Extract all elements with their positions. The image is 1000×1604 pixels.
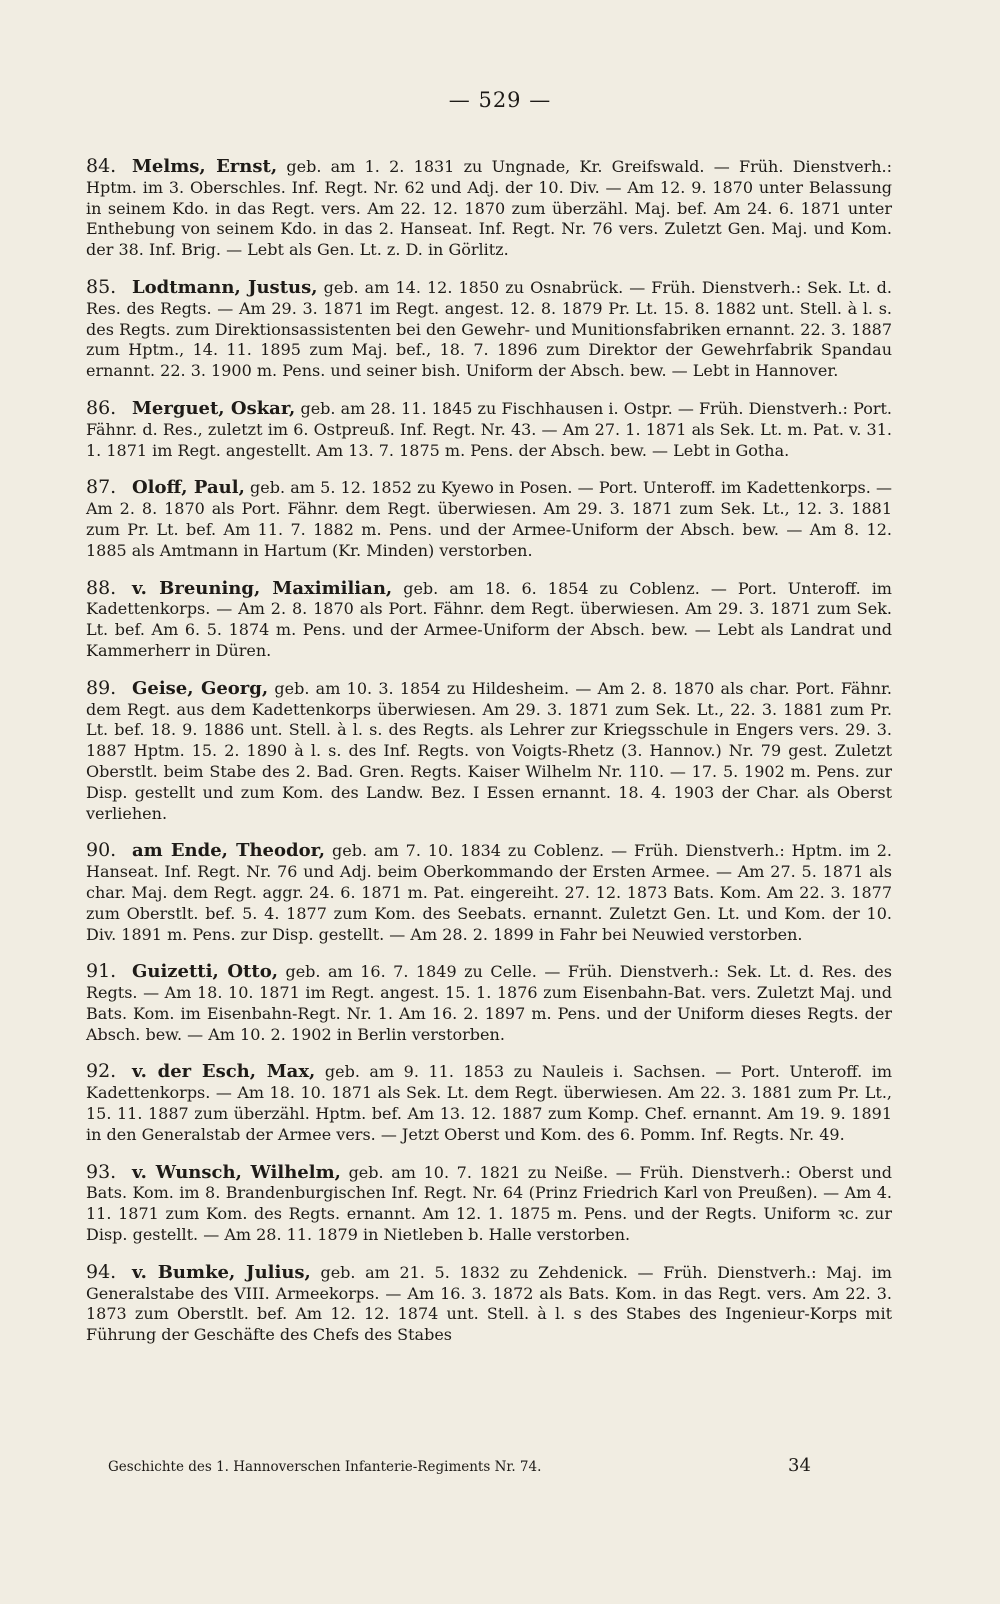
entry-name: v. Wunsch, Wilhelm, — [132, 1161, 341, 1183]
entry-85 — [86, 277, 892, 382]
entry-number: 86. — [86, 396, 117, 419]
entry-number: 89. — [86, 676, 117, 699]
entry-name: Lodtmann, Justus, — [132, 276, 318, 298]
entry-text: geb. am 10. 7. 1821 zu Neiße. — Früh. Dienstverh.: Oberst und Bats. Kom. im 8. Brandenburgischen Inf. Regt. Nr. 64 (Prinz Friedrich Karl von Preußen). — Am 4. 11. 1871 zum Kom. des Regts. ernannt. Am 12. 1. 1875 m. Pens. und der Regts. Uniform ꝛc. zur Disp. gestellt. — Am 28. 11. 1879 in Nietleben b. Halle verstorben. — [86, 1162, 892, 1245]
entry-94 — [86, 1262, 892, 1346]
entry-86 — [86, 398, 892, 461]
entry-text: geb. am 5. 12. 1852 zu Kyewo in Posen. — Port. Unteroff. im Kadettenkorps. — Am 2. 8. 1870 als Port. Fähnr. dem Regt. überwiesen. Am 29. 3. 1871 zum Sek. Lt., 12. 3. 1881 zum Pr. Lt. bef. Am 11. 7. 1882 m. Pens. und der Armee-Uniform der Absch. bew. — Am 8. 12. 1885 als Amtmann in Hartum (Kr. Minden) verstorben. — [86, 478, 892, 560]
entry-name: Oloff, Paul, — [132, 477, 245, 499]
entry-text: geb. am 9. 11. 1853 zu Nauleis i. Sachsen. — Port. Unteroff. im Kadettenkorps. — Am 18. 10. 1871 als Sek. Lt. dem Regt. überwiesen. Am 22. 3. 1881 zum Pr. Lt., 15. 11. 1887 zum überzähl. Hptm. bef. Am 13. 12. 1887 zum Komp. Chef. ernannt. Am 19. 9. 1891 in den Generalstab der Armee vers. — Jetzt Oberst und Kom. des 6. Pomm. Inf. Regts. Nr. 49. — [86, 1062, 892, 1144]
entry-name: v. Breuning, Maximilian, — [132, 577, 393, 599]
entry-text: geb. am 1. 2. 1831 zu Ungnade, Kr. Greifswald. — Früh. Dienstverh.: Hptm. im 3. Oberschles. Inf. Regt. Nr. 62 und Adj. der 10. Div. — Am 12. 9. 1870 unter Belassung in seinem Kdo. in das Regt. vers. Am 22. 12. 1870 zum überzähl. Maj. bef. Am 24. 6. 1871 unter Enthebung von seinem Kdo. in das 2. Hanseat. Inf. Regt. Nr. 76 vers. Zuletzt Gen. Maj. und Kom. der 38. Inf. Brig. — Lebt als Gen. Lt. z. D. in Görlitz. — [86, 157, 892, 260]
entry-number: 87. — [86, 476, 117, 499]
entry-84 — [86, 156, 892, 261]
page-number-header: — 529 — — [448, 88, 552, 112]
entry-number: 94. — [86, 1260, 117, 1283]
entry-91 — [86, 961, 892, 1045]
entry-text: geb. am 18. 6. 1854 zu Coblenz. — Port. Unteroff. im Kadettenkorps. — Am 2. 8. 1870 als Port. Fähnr. dem Regt. überwiesen. Am 29. 3. 1871 zum Sek. Lt. bef. Am 6. 5. 1874 m. Pens. und der Armee-Uniform der Absch. bew. — Lebt als Landrat und Kammerherr in Düren. — [86, 578, 892, 660]
entry-name: Merguet, Oskar, — [132, 397, 296, 419]
entry-name: Geise, Georg, — [132, 677, 269, 699]
entry-number: 93. — [86, 1160, 117, 1183]
entry-89 — [86, 678, 892, 825]
entry-87 — [86, 477, 892, 561]
footer-sheet-number: 34 — [788, 1455, 811, 1476]
entries-list — [86, 140, 892, 1356]
entry-text: geb. am 7. 10. 1834 zu Coblenz. — Früh. Dienstverh.: Hptm. im 2. Hanseat. Inf. Regt. Nr. 76 und Adj. beim Oberkommando der Ersten Armee. — Am 27. 5. 1871 als char. Maj. dem Regt. aggr. 24. 6. 1871 m. Pat. eingereiht. 27. 12. 1873 Bats. Kom. Am 22. 3. 1877 zum Oberstlt. bef. 5. 4. 1877 zum Kom. des Seebats. ernannt. Zuletzt Gen. Lt. und Kom. der 10. Div. 1891 m. Pens. zur Disp. gestellt. — Am 28. 2. 1899 in Fahr bei Neuwied verstorben. — [86, 841, 893, 944]
entry-number: 88. — [86, 576, 117, 599]
entry-number: 91. — [86, 960, 117, 983]
entry-text: geb. am 10. 3. 1854 zu Hildesheim. — Am 2. 8. 1870 als char. Port. Fähnr. dem Regt. aus dem Kadettenkorps überwiesen. Am 29. 3. 1871 zum Sek. Lt., 22. 3. 1881 zum Pr. Lt. bef. 18. 9. 1886 unt. Stell. à l. s. des Regts. als Lehrer zur Kriegsschule in Engers vers. 29. 3. 1887 Hptm. 15. 2. 1890 à l. s. des Inf. Regts. von Voigts-Rhetz (3. Hannov.) Nr. 79 gest. Zuletzt Oberstlt. beim Stabe des 2. Bad. Gren. Regts. Kaiser Wilhelm Nr. 110. — 17. 5. 1902 m. Pens. zur Disp. gestellt und zum Kom. des Landw. Bez. I Essen ernannt. 18. 4. 1903 der Char. als Oberst verliehen. — [86, 678, 893, 823]
entry-88 — [86, 578, 892, 662]
entry-90 — [86, 840, 892, 945]
entry-number: 84. — [86, 155, 117, 177]
entry-number: 90. — [86, 839, 117, 862]
entry-93 — [86, 1162, 892, 1246]
entry-name: Melms, Ernst, — [132, 156, 278, 177]
entry-name: am Ende, Theodor, — [132, 840, 326, 862]
entry-name: v. der Esch, Max, — [132, 1061, 316, 1083]
entry-text: geb. am 16. 7. 1849 zu Celle. — Früh. Dienstverh.: Sek. Lt. d. Res. des Regts. — Am 18. 10. 1871 im Regt. angest. 15. 1. 1876 zum Eisenbahn-Bat. vers. Zuletzt Maj. und Bats. Kom. im Eisenbahn-Regt. Nr. 1. Am 16. 2. 1897 m. Pens. und der Uniform dieses Regts. der Absch. bew. — Am 10. 2. 1902 in Berlin verstorben. — [86, 962, 892, 1044]
entry-name: Guizetti, Otto, — [132, 961, 278, 983]
entry-number: 85. — [86, 275, 117, 298]
entry-text: geb. am 21. 5. 1832 zu Zehdenick. — Früh. Dienstverh.: Maj. im Generalstabe des VIII. Armeekorps. — Am 16. 3. 1872 als Bats. Kom. in das Regt. vers. Am 22. 3. 1873 zum Oberstlt. bef. Am 12. 12. 1874 unt. Stell. à l. s des Stabes des Ingenieur-Korps mit Führung der Geschäfte des Chefs des Stabes — [86, 1262, 892, 1345]
entry-name: v. Bumke, Julius, — [132, 1261, 311, 1283]
footer-source: Geschichte des 1. Hannoverschen Infanterie-Regiments Nr. 74. — [108, 1459, 542, 1475]
entry-text: geb. am 14. 12. 1850 zu Osnabrück. — Früh. Dienstverh.: Sek. Lt. d. Res. des Regts. — Am 29. 3. 1871 im Regt. angest. 12. 8. 1879 Pr. Lt. 15. 8. 1882 unt. Stell. à l. s. des Regts. zum Direktionsassistenten bei den Gewehr- und Munitionsfabriken ernannt. 22. 3. 1887 zum Hptm., 14. 11. 1895 zum Maj. bef., 18. 7. 1896 zum Direktor der Gewehrfabrik Spandau ernannt. 22. 3. 1900 m. Pens. und seiner bish. Uniform der Absch. bew. — Lebt in Hannover. — [86, 277, 892, 381]
entry-92 — [86, 1061, 892, 1145]
entry-text: geb. am 28. 11. 1845 zu Fischhausen i. Ostpr. — Früh. Dienstverh.: Port. Fähnr. d. Res., zuletzt im 6. Ostpreuß. Inf. Regt. Nr. 43. — Am 27. 1. 1871 als Sek. Lt. m. Pat. v. 31. 1. 1871 im Regt. angestellt. Am 13. 7. 1875 m. Pens. der Absch. bew. — Lebt in Gotha. — [86, 398, 892, 460]
entry-number: 92. — [86, 1060, 117, 1083]
